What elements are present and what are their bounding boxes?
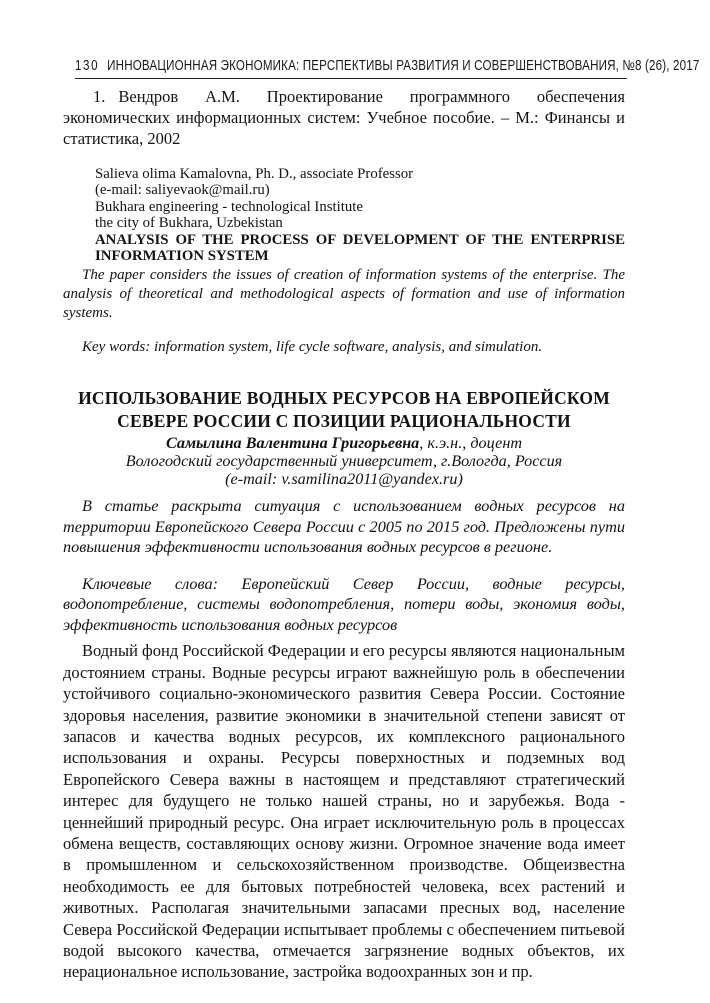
reference-number: 1. <box>93 87 106 106</box>
russian-title-line-2: СЕВЕРЕ РОССИИ С ПОЗИЦИИ РАЦИОНАЛЬНОСТИ <box>117 410 571 431</box>
english-keywords: Key words: information system, life cycle software, analysis, and simulation. <box>82 339 543 356</box>
russian-author-name: Самылина Валентина Григорьевна <box>165 434 420 453</box>
english-city-line: the city of Bukhara, Uzbekistan <box>95 215 283 232</box>
russian-email-line: (e-mail: v.samilina2011@yandex.ru) <box>225 470 463 489</box>
page-content-column <box>63 0 700 999</box>
english-article-title: ANALYSIS OF THE PROCESS OF DEVELOPMENT OF THE ENTERPRISE INFORMATION SYSTEM <box>95 231 625 265</box>
english-email-line: (e-mail: saliyevaok@mail.ru) <box>95 182 270 199</box>
english-article-preamble <box>95 166 625 266</box>
article-body-paragraph: Водный фонд Российской Федерации и его ресурсы являются национальным достоянием страны. Водные ресурсы играют важнейшую роль в обеспечении устойчивого социально-экономического развития Севера России. Состояние здоровья населения, развитие экономики в значительной степени зависят от запасов и качества водных ресурсов, их комплексного рационального использования и охраны. Ресурсы поверхностных и подземных вод Европейского Севера важны в настоящем и представляют стратегический интерес для будущего не только нашей страны, но и зарубежья. Вода - ценнейший природный ресурс. Она играет исключительную роль в процессах обмена веществ, составляющих основу жизни. Огромное значение вода имеет в промышленном и сельскохозяйственном производстве. Общеизвестна необходимость ее для бытовых потребностей человека, всех растений и животных. Располагая значительными запасами пресных вод, население Севера Российской Федерации испытывает проблемы с обеспечением питьевой водой высокого качества, отмечается загрязнение водных объектов, их нерациональное использование, застройка водоохранных зон и пр. <box>63 641 625 982</box>
running-head-text <box>75 58 699 74</box>
russian-title-line-1: ИСПОЛЬЗОВАНИЕ ВОДНЫХ РЕСУРСОВ НА ЕВРОПЕЙСКОМ <box>78 388 610 409</box>
english-abstract: The paper considers the issues of creation of information systems of the enterprise. The analysis of theoretical and methodological aspects of formation and use of information systems. <box>63 267 625 322</box>
page-number: 130 <box>75 58 100 74</box>
running-head <box>75 57 700 79</box>
reference-item <box>63 86 625 149</box>
russian-abstract: В статье раскрыта ситуация с использованием водных ресурсов на территории Европейского Севера России с 2005 по 2015 год. Предложены пути повышения эффективности использования водных ресурсов в регионе. <box>63 496 625 557</box>
reference-text: Вендров А.М. Проектирование программного обеспечения экономических информационных систем: Учебное пособие. – М.: Финансы и статистика, 2002 <box>63 87 625 148</box>
journal-title: ИННОВАЦИОННАЯ ЭКОНОМИКА: ПЕРСПЕКТИВЫ РАЗВИТИЯ И СОВЕРШЕНСТВОВАНИЯ, №8 (26), 2017 <box>107 58 700 74</box>
english-affiliation-line: Bukhara engineering - technological Institute <box>95 198 363 215</box>
russian-author-degree: , к.э.н., доцент <box>419 434 523 453</box>
russian-author-line <box>63 434 625 452</box>
russian-keywords: Ключевые слова: Европейский Север России, водные ресурсы, водопотребление, системы водопотребления, потери воды, экономия воды, эффективность использования водных ресурсов <box>63 573 625 634</box>
russian-article-title <box>63 387 625 432</box>
russian-affiliation-line: Вологодский государственный университет, г.Вологда, Россия <box>125 452 563 471</box>
english-author-line: Salieva olima Kamalovna, Ph. D., associate Professor <box>95 165 414 182</box>
